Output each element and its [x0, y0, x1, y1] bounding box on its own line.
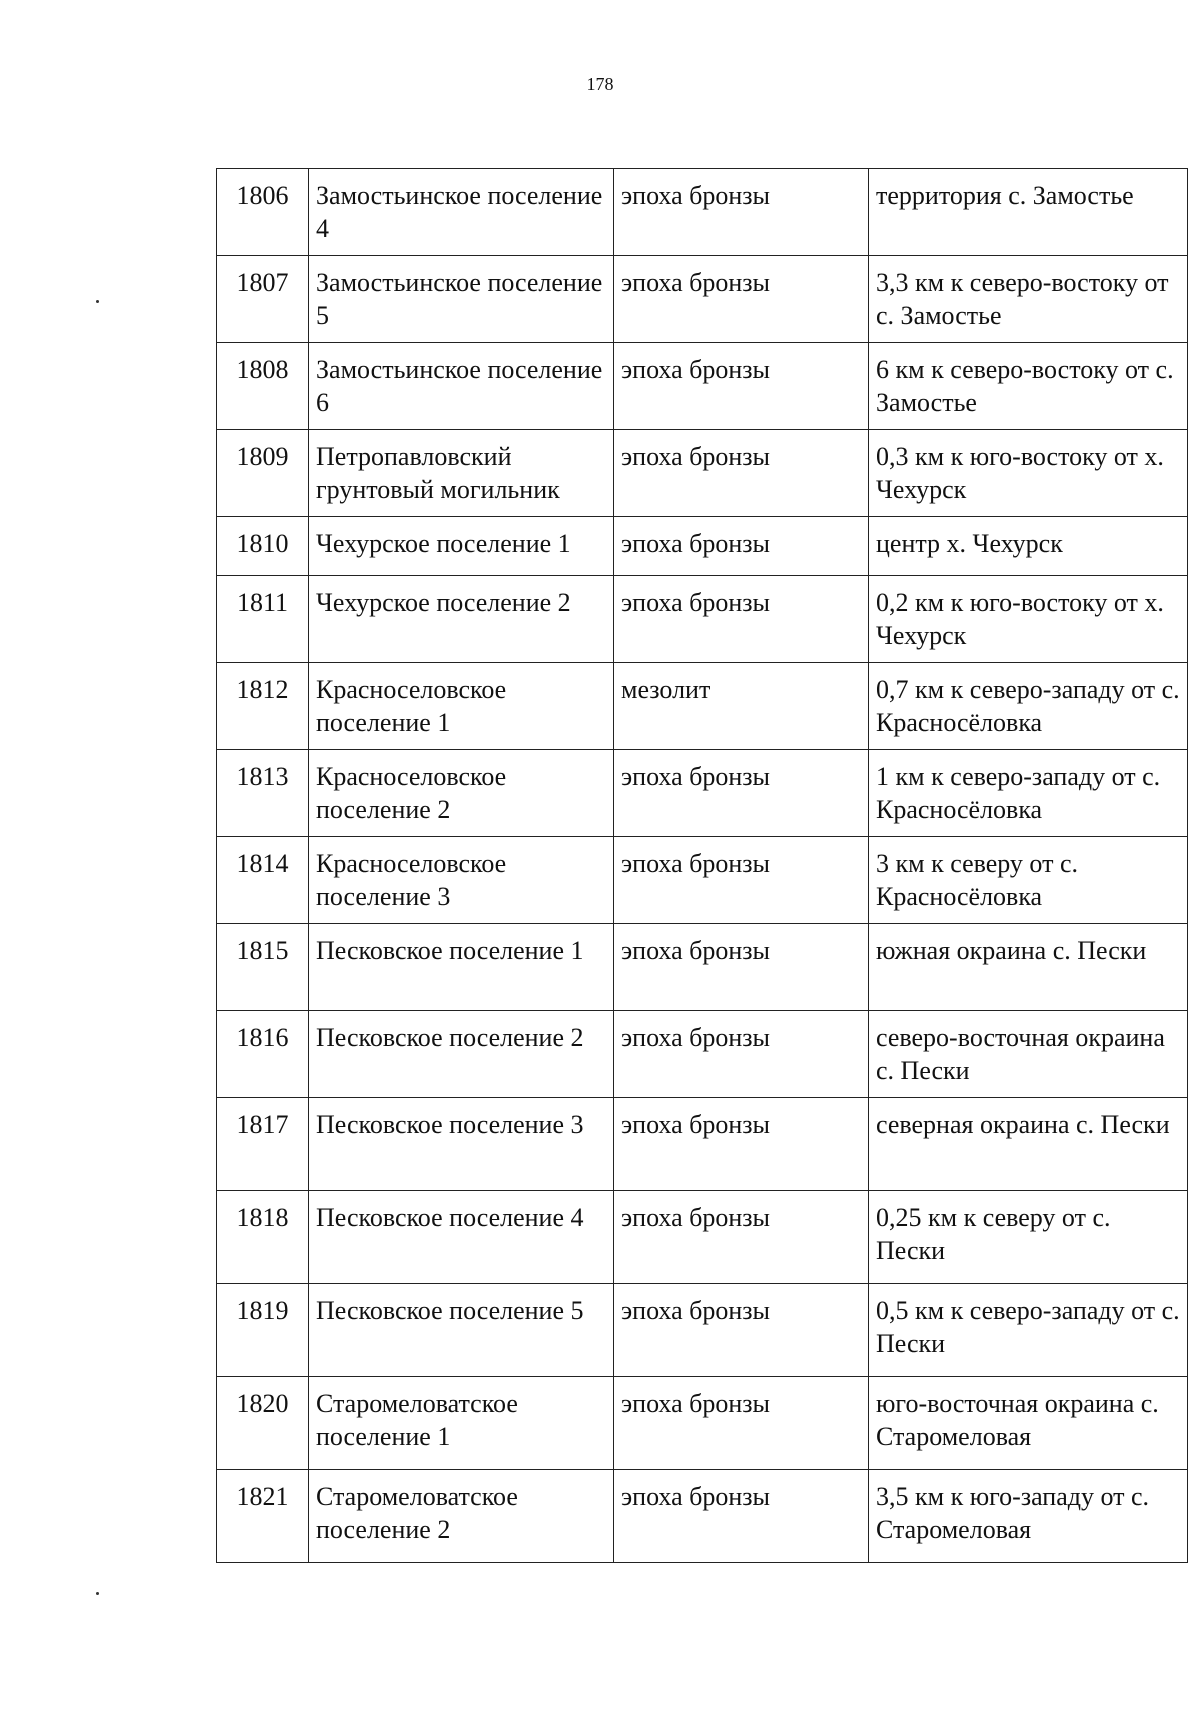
- row-number: 1819: [217, 1284, 309, 1377]
- site-location: 0,3 км к юго-востоку от х. Чехурск: [869, 430, 1188, 517]
- site-name: Старомеловатское поселение 2: [309, 1470, 614, 1563]
- site-period: эпоха бронзы: [614, 924, 869, 1011]
- site-location: северо-восточная окраина с. Пески: [869, 1011, 1188, 1098]
- site-name: Красноселовское поселение 1: [309, 663, 614, 750]
- site-location: 3,5 км к юго-западу от с. Старомеловая: [869, 1470, 1188, 1563]
- site-location: 0,7 км к северо-западу от с. Красносёловка: [869, 663, 1188, 750]
- row-number: 1809: [217, 430, 309, 517]
- site-name: Песковское поселение 5: [309, 1284, 614, 1377]
- site-period: эпоха бронзы: [614, 1191, 869, 1284]
- site-name: Песковское поселение 2: [309, 1011, 614, 1098]
- site-name: Песковское поселение 3: [309, 1098, 614, 1191]
- row-number: 1806: [217, 169, 309, 256]
- site-location: северная окраина с. Пески: [869, 1098, 1188, 1191]
- site-name: Чехурское поселение 1: [309, 517, 614, 576]
- page-number: 178: [586, 74, 614, 94]
- site-period: эпоха бронзы: [614, 1098, 869, 1191]
- table-row: [217, 837, 1188, 924]
- table-row: [217, 430, 1188, 517]
- site-name: Старомеловатское поселение 1: [309, 1377, 614, 1470]
- site-location: 3,3 км к северо-востоку от с. Замостье: [869, 256, 1188, 343]
- site-name: Красноселовское поселение 2: [309, 750, 614, 837]
- scan-speck: [96, 300, 99, 303]
- site-period: эпоха бронзы: [614, 256, 869, 343]
- site-name: Петропавловский грунтовый могильник: [309, 430, 614, 517]
- site-name: Замостьинское поселение 5: [309, 256, 614, 343]
- table-row: [217, 1470, 1188, 1563]
- table-row: [217, 1377, 1188, 1470]
- site-period: эпоха бронзы: [614, 430, 869, 517]
- scan-speck: [96, 1592, 99, 1595]
- row-number: 1812: [217, 663, 309, 750]
- table-row: [217, 663, 1188, 750]
- site-period: эпоха бронзы: [614, 1011, 869, 1098]
- table-row: [217, 517, 1188, 576]
- site-location: 1 км к северо-западу от с. Красносёловка: [869, 750, 1188, 837]
- site-location: 0,2 км к юго-востоку от х. Чехурск: [869, 576, 1188, 663]
- table-row: [217, 169, 1188, 256]
- table-row: [217, 576, 1188, 663]
- table-row: [217, 1011, 1188, 1098]
- row-number: 1807: [217, 256, 309, 343]
- site-location: юго-восточная окраина с. Старомеловая: [869, 1377, 1188, 1470]
- site-name: Песковское поселение 4: [309, 1191, 614, 1284]
- site-period: эпоха бронзы: [614, 517, 869, 576]
- row-number: 1820: [217, 1377, 309, 1470]
- table-row: [217, 1284, 1188, 1377]
- site-location: 0,25 км к северу от с. Пески: [869, 1191, 1188, 1284]
- site-location: территория с. Замостье: [869, 169, 1188, 256]
- table-row: [217, 924, 1188, 1011]
- site-period: эпоха бронзы: [614, 169, 869, 256]
- site-location: 6 км к северо-востоку от с. Замостье: [869, 343, 1188, 430]
- table-row: [217, 1098, 1188, 1191]
- row-number: 1817: [217, 1098, 309, 1191]
- site-period: эпоха бронзы: [614, 343, 869, 430]
- site-name: Замостьинское поселение 6: [309, 343, 614, 430]
- row-number: 1808: [217, 343, 309, 430]
- heritage-register-table: [216, 168, 1188, 1563]
- site-period: эпоха бронзы: [614, 750, 869, 837]
- row-number: 1813: [217, 750, 309, 837]
- table-row: [217, 256, 1188, 343]
- row-number: 1818: [217, 1191, 309, 1284]
- table-row: [217, 1191, 1188, 1284]
- row-number: 1810: [217, 517, 309, 576]
- site-name: Замостьинское поселение 4: [309, 169, 614, 256]
- site-period: эпоха бронзы: [614, 837, 869, 924]
- site-name: Песковское поселение 1: [309, 924, 614, 1011]
- site-location: 3 км к северу от с. Красносёловка: [869, 837, 1188, 924]
- row-number: 1815: [217, 924, 309, 1011]
- row-number: 1811: [217, 576, 309, 663]
- row-number: 1814: [217, 837, 309, 924]
- row-number: 1821: [217, 1470, 309, 1563]
- site-name: Красноселовское поселение 3: [309, 837, 614, 924]
- site-period: эпоха бронзы: [614, 1377, 869, 1470]
- table-row: [217, 343, 1188, 430]
- site-location: центр х. Чехурск: [869, 517, 1188, 576]
- table-row: [217, 750, 1188, 837]
- site-period: эпоха бронзы: [614, 1284, 869, 1377]
- site-period: мезолит: [614, 663, 869, 750]
- site-location: южная окраина с. Пески: [869, 924, 1188, 1011]
- site-name: Чехурское поселение 2: [309, 576, 614, 663]
- site-location: 0,5 км к северо-западу от с. Пески: [869, 1284, 1188, 1377]
- row-number: 1816: [217, 1011, 309, 1098]
- site-period: эпоха бронзы: [614, 1470, 869, 1563]
- site-period: эпоха бронзы: [614, 576, 869, 663]
